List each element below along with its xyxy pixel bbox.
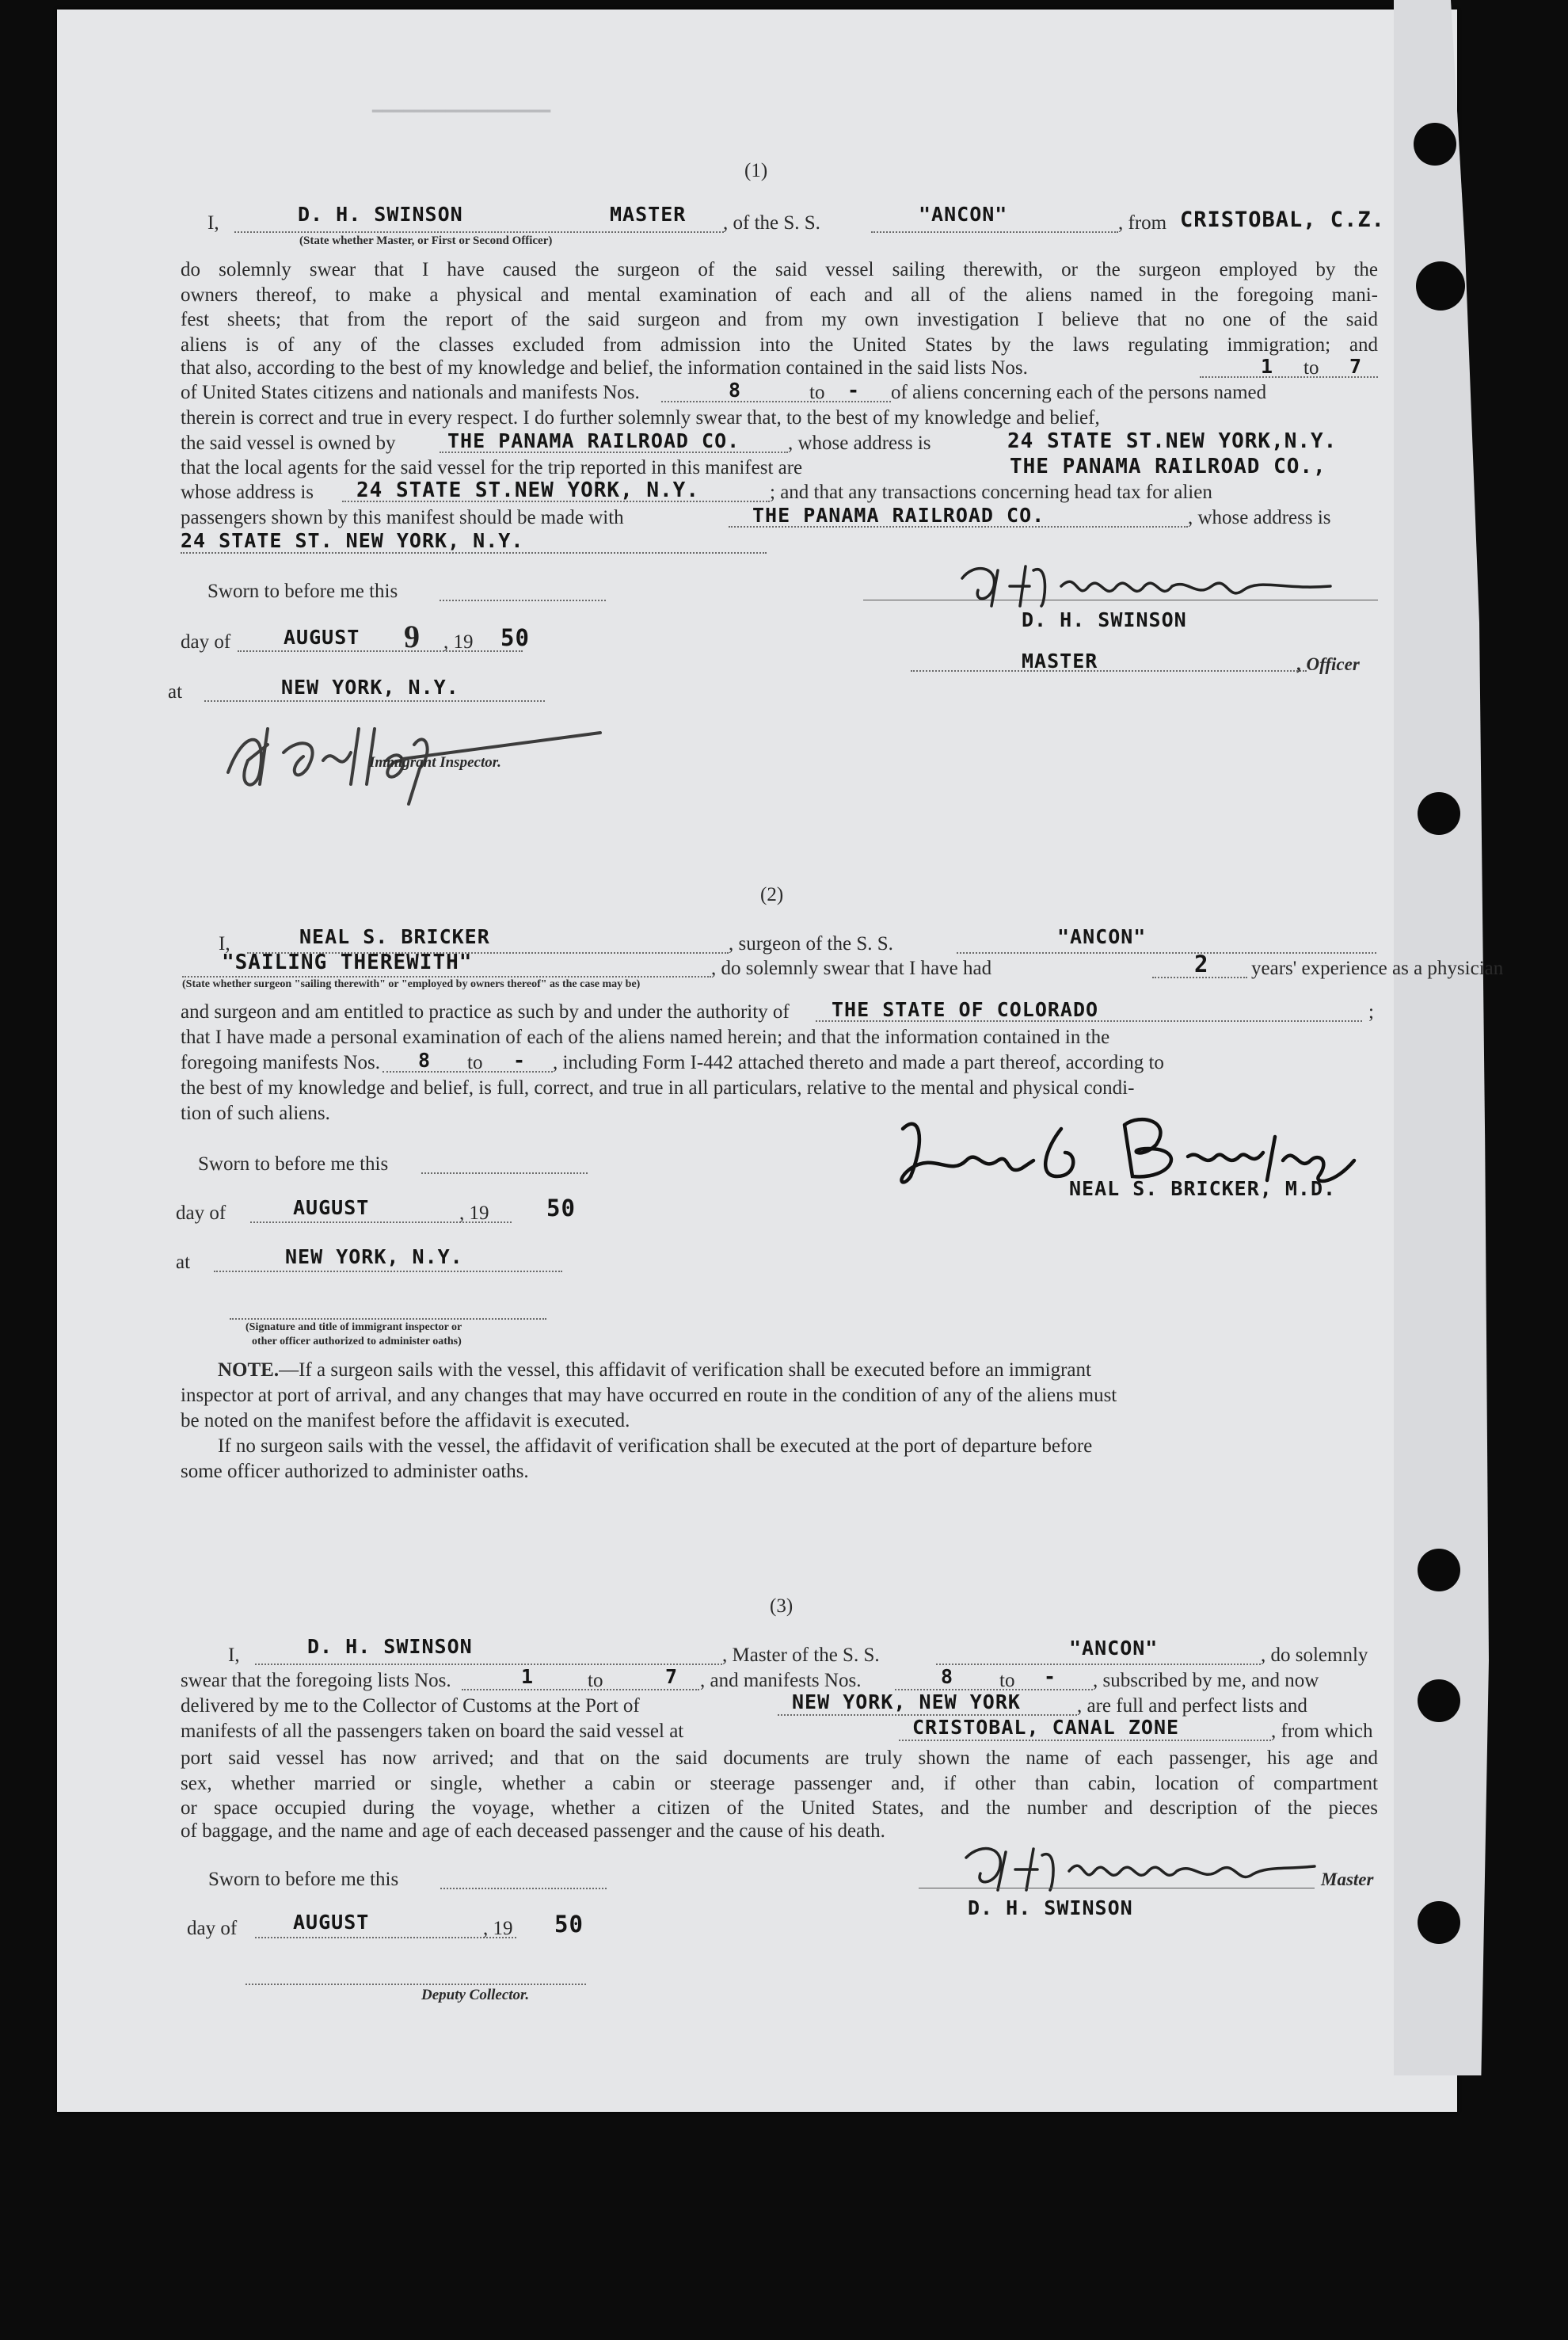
section-3-number: (3): [770, 1595, 794, 1617]
to-label: to: [999, 1670, 1015, 1691]
year-prefix: , 19: [459, 1202, 489, 1224]
to-label: to: [1303, 357, 1319, 379]
paragraph-line: do solemnly swear that I have caused the surgeon of the said vessel sailing therewith, or the surgeon employed by the: [181, 259, 1378, 280]
paragraph-line: that I have made a personal examination of each of the aliens named herein; and that the information contained in the: [181, 1027, 1110, 1048]
paragraph-line: passengers shown by this manifest should be made with: [181, 507, 624, 528]
place: NEW YORK, N.Y.: [285, 1245, 463, 1268]
to-label: to: [467, 1052, 483, 1073]
at-label: at: [176, 1252, 191, 1273]
section-1-paragraph: [181, 257, 1378, 357]
taken-text: manifests of all the passengers taken on board the said vessel at: [181, 1721, 684, 1742]
sworn-label: Sworn to before me this: [198, 1153, 389, 1175]
head-tax-with: THE PANAMA RAILROAD CO.: [752, 504, 1045, 527]
authority-text: and surgeon and am entitled to practice as such by and under the authority of: [181, 1001, 790, 1023]
surgeon-signer-name: NEAL S. BRICKER, M.D.: [1069, 1177, 1337, 1200]
master-name: D. H. SWINSON: [1022, 608, 1187, 631]
date-year: 50: [546, 1195, 576, 1221]
master-of-label: , Master of the S. S.: [722, 1644, 880, 1666]
place: NEW YORK, N.Y.: [281, 676, 459, 699]
paragraph-line: that also, according to the best of my knowledge and belief, the information contained in the said lists Nos.: [181, 357, 1028, 379]
from-port: CRISTOBAL, C.Z.: [1180, 208, 1385, 232]
date-year: 50: [554, 1911, 584, 1938]
manifests-to: -: [847, 379, 861, 402]
date-month: AUGUST: [293, 1911, 370, 1934]
signature-caption-1: (Signature and title of immigrant inspector or: [245, 1321, 462, 1333]
officer-rank: MASTER: [610, 203, 687, 226]
agents-address: 24 STATE ST.NEW YORK, N.Y.: [356, 478, 699, 502]
subscribed-text: , subscribed by me, and now: [1093, 1670, 1319, 1691]
officer-title-line: [911, 670, 1307, 672]
master-signature: [942, 1838, 1338, 1901]
years-text: years' experience as a physician: [1251, 958, 1504, 979]
paragraph-line: whose address is: [181, 482, 314, 503]
deputy-collector-caption: Deputy Collector.: [421, 1987, 530, 2003]
paragraph-line: aliens is of any of the classes excluded from admission into the United States by the laws regulating immigration; and: [181, 333, 1378, 356]
paragraph-line: or space occupied during the voyage, whether a citizen of the United States, and the number and description of the pieces: [181, 1797, 1378, 1819]
officer-name: D. H. SWINSON: [298, 203, 463, 226]
lists-line: [462, 1689, 699, 1690]
day-of-label: day of: [176, 1202, 226, 1224]
to-label: to: [588, 1670, 603, 1691]
date-line: [238, 650, 523, 652]
signature-caption-2: other officer authorized to administer oaths): [252, 1336, 462, 1347]
departure-line: [899, 1740, 1271, 1741]
paragraph-line: owners thereof, to make a physical and mental examination of each and all of the aliens named in the foregoing mani-: [181, 284, 1378, 306]
surgeon-caption: (State whether surgeon "sailing therewith" or "employed by owners thereof" as the case may be): [182, 978, 641, 990]
head-tax-text: ; and that any transactions concerning head tax for alien: [770, 482, 1212, 503]
day-of-label: day of: [181, 631, 231, 653]
section-2-number: (2): [760, 884, 784, 905]
do-solemnly-text: , do solemnly: [1261, 1644, 1368, 1666]
sworn-label: Sworn to before me this: [208, 1869, 399, 1890]
deputy-line: [245, 1984, 586, 1985]
paragraph-line: fest sheets; that from the report of the said surgeon and from my own investigation I believe that no one of the said: [181, 309, 1378, 330]
paragraph-line: the said vessel is owned by: [181, 433, 396, 454]
lists-to: 7: [665, 1665, 679, 1688]
to-label: to: [809, 382, 825, 403]
place-line: [214, 1271, 562, 1272]
lists-to: 7: [1349, 355, 1363, 378]
section-3-paragraph: [181, 1746, 1378, 1821]
full-perfect-text: , are full and perfect lists and: [1077, 1695, 1307, 1717]
paragraph-line: of baggage, and the name and age of each deceased passenger and the cause of his death.: [181, 1820, 885, 1842]
note-line: inspector at port of arrival, and any changes that may have occurred en route in the condition of any of the aliens must: [181, 1385, 1117, 1406]
year-prefix: , 19: [443, 631, 474, 653]
paragraph-line: foregoing manifests Nos.: [181, 1052, 381, 1073]
master-title: MASTER: [1022, 650, 1098, 673]
swear-text: , do solemnly swear that I have had: [711, 958, 992, 979]
date-month: AUGUST: [293, 1196, 370, 1219]
arrival-port: NEW YORK, NEW YORK: [792, 1690, 1021, 1713]
agents-name: THE PANAMA RAILROAD CO.,: [1010, 455, 1326, 478]
vessel-line: [957, 952, 1376, 954]
note-label: NOTE.: [218, 1359, 280, 1381]
bleed-through-text: ▔▔▔▔▔▔▔▔▔▔▔▔▔▔▔▔▔: [372, 111, 551, 131]
vessel-name: "ANCON": [1069, 1637, 1159, 1660]
torn-page-edge: [1394, 0, 1489, 2075]
aliens-text: of aliens concerning each of the persons named: [891, 382, 1267, 403]
note-line: If no surgeon sails with the vessel, the affidavit of verification shall be executed at the port of departure before: [218, 1435, 1093, 1457]
year-prefix: , 19: [483, 1918, 513, 1939]
manifests-to: -: [1044, 1665, 1057, 1688]
sworn-line: [440, 600, 606, 601]
punch-hole: [1418, 792, 1460, 835]
vessel-name: "ANCON": [1057, 925, 1147, 948]
paragraph-line: , including Form I-442 attached thereto and made a part thereof, according to: [553, 1052, 1164, 1073]
punch-hole: [1416, 261, 1465, 311]
departure-port: CRISTOBAL, CANAL ZONE: [912, 1716, 1180, 1739]
master-signer-name: D. H. SWINSON: [968, 1896, 1133, 1919]
and-manifests-text: , and manifests Nos.: [700, 1670, 862, 1691]
punch-hole: [1418, 1549, 1460, 1591]
officer-line: [234, 231, 724, 233]
i-label: I,: [228, 1644, 240, 1666]
i-label: I,: [207, 212, 219, 234]
sworn-line: [440, 1888, 607, 1889]
of-the-ss-label: , of the S. S.: [723, 212, 820, 234]
note-block: [218, 1359, 1091, 1382]
paragraph-line: therein is correct and true in every respect. I do further solemnly swear that, to the best of my knowledge and belief,: [181, 407, 1100, 429]
date-day: 9: [404, 619, 420, 654]
master-label: Master: [1321, 1869, 1374, 1889]
swear-text: swear that the foregoing lists Nos.: [181, 1670, 451, 1691]
note-line: some officer authorized to administer oaths.: [181, 1461, 529, 1482]
sworn-line: [421, 1172, 588, 1174]
note-line: be noted on the manifest before the affidavit is executed.: [181, 1410, 630, 1431]
owner-name: THE PANAMA RAILROAD CO.: [447, 429, 740, 452]
authority: THE STATE OF COLORADO: [832, 998, 1099, 1021]
whose-address-label: , whose address is: [788, 433, 931, 454]
manifests-to: -: [513, 1049, 527, 1072]
manifests-from: 8: [418, 1049, 432, 1072]
from-which-text: , from which: [1271, 1721, 1373, 1742]
sailing-therewith: "SAILING THEREWITH": [222, 951, 473, 974]
paragraph-line: tion of such aliens.: [181, 1103, 330, 1124]
vessel-line: [871, 231, 1118, 233]
paragraph-line: that the local agents for the said vessel for the trip reported in this manifest are: [181, 457, 803, 478]
name-line: [255, 1664, 722, 1665]
vessel-name: "ANCON": [919, 203, 1008, 226]
punch-hole: [1418, 1901, 1460, 1944]
day-of-label: day of: [187, 1918, 238, 1939]
sworn-label: Sworn to before me this: [207, 581, 398, 602]
vessel-line: [936, 1664, 1261, 1665]
date-year: 50: [500, 624, 530, 651]
officer-label: , Officer: [1297, 654, 1360, 674]
paragraph-line: the best of my knowledge and belief, is full, correct, and true in all particulars, relative to the mental and physical condi-: [181, 1077, 1135, 1099]
years-experience: 2: [1194, 951, 1209, 978]
note-line: —If a surgeon sails with the vessel, this affidavit of verification shall be executed before an immigrant: [279, 1359, 1091, 1381]
at-label: at: [168, 681, 183, 703]
manifests-from: 8: [941, 1665, 954, 1688]
from-label: , from: [1118, 212, 1167, 234]
punch-hole: [1418, 1679, 1460, 1722]
paragraph-line: port said vessel has now arrived; and that on the said documents are truly shown the name of each passenger, his age and: [181, 1747, 1378, 1769]
inspector-caption: Immigrant Inspector.: [369, 754, 501, 771]
surgeon-of-label: , surgeon of the S. S.: [729, 933, 893, 955]
lists-from: 1: [1261, 355, 1274, 378]
paragraph-line: sex, whether married or single, whether a cabin or steerage passenger and, if other than cabin, location of compartment: [181, 1772, 1378, 1794]
head-tax-address: 24 STATE ST. NEW YORK, N.Y.: [181, 529, 524, 552]
inspector-signature: [212, 697, 608, 808]
sailing-line: [182, 976, 711, 978]
head-tax-address-line: [181, 552, 767, 554]
lists-from: 1: [521, 1665, 535, 1688]
whose-address-label: , whose address is: [1188, 507, 1331, 528]
i-label: I,: [219, 933, 230, 955]
official-signature-line: [230, 1318, 546, 1320]
manifests-from: 8: [729, 379, 742, 402]
officer-caption: (State whether Master, or First or Second Officer): [299, 234, 553, 247]
owner-address: 24 STATE ST.NEW YORK,N.Y.: [1007, 429, 1338, 453]
date-month: AUGUST: [284, 626, 360, 649]
paragraph-line: of United States citizens and nationals and manifests Nos.: [181, 382, 640, 403]
punch-hole: [1414, 123, 1456, 166]
section-1-number: (1): [744, 160, 768, 181]
master-name: D. H. SWINSON: [307, 1635, 473, 1658]
date-line: [255, 1937, 516, 1938]
delivered-text: delivered by me to the Collector of Customs at the Port of: [181, 1695, 640, 1717]
surgeon-name: NEAL S. BRICKER: [299, 925, 490, 948]
